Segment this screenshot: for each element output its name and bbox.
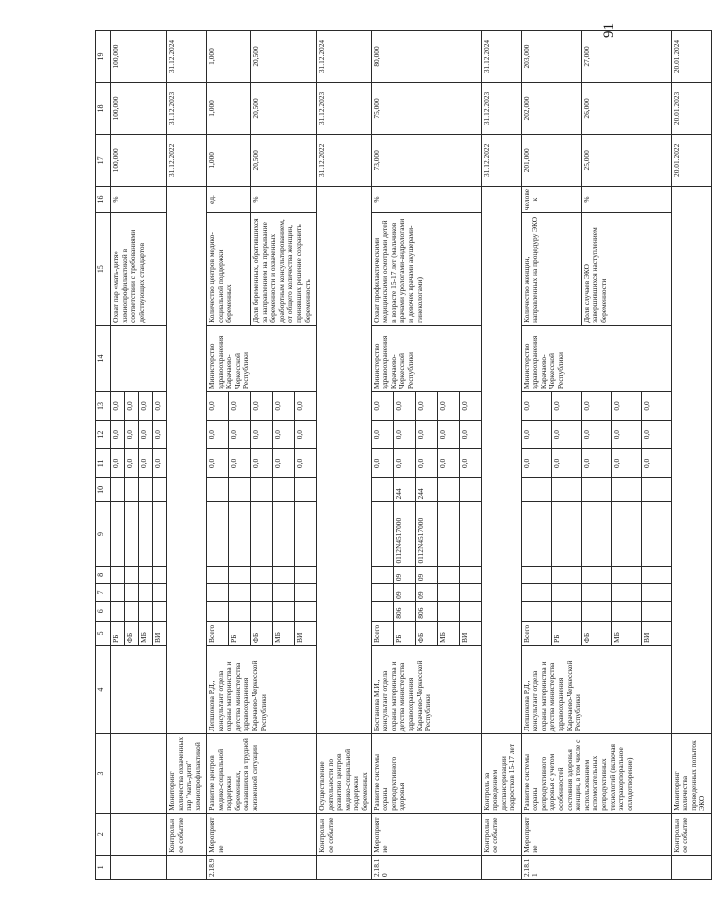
budget-cell: 09 — [393, 584, 415, 602]
budget-cell: Всего — [207, 621, 229, 645]
budget-cell: 0,0 — [125, 392, 139, 421]
empty-cell — [481, 186, 521, 734]
budget-cell — [207, 478, 229, 502]
column-number-header: 2 — [96, 813, 111, 855]
value-2022: 1,000 — [207, 134, 251, 186]
budget-cell — [371, 566, 393, 584]
activity-type: Мероприятие — [207, 813, 317, 855]
budget-cell — [207, 584, 229, 602]
column-number-header: 3 — [96, 734, 111, 813]
indicator-text: Охват профилактическими медицинскими осмотрами детей в возрасте 15-17 лет (мальчиков врачами урологами-андрологами и девочек врачами акушерами-гинекологами) — [371, 213, 481, 326]
activity-type: Мероприятие — [521, 813, 671, 855]
responsible-body: Министерство здравоохранения Карачаево-Черкесской Республики — [207, 325, 317, 391]
table-row — [111, 31, 125, 880]
budget-cell: 0,0 — [251, 449, 273, 478]
column-number-header: 7 — [96, 584, 111, 602]
budget-cell — [273, 584, 295, 602]
value-2022: 100,000 — [111, 134, 167, 186]
budget-cell: 244 — [393, 478, 415, 502]
value-2022: 73,000 — [371, 134, 481, 186]
budget-cell: 806 — [415, 601, 437, 621]
budget-cell — [207, 502, 229, 566]
budget-cell: 0,0 — [207, 392, 229, 421]
budget-cell — [153, 601, 167, 621]
budget-cell — [371, 584, 393, 602]
column-number-header: 12 — [96, 420, 111, 449]
budget-cell — [207, 566, 229, 584]
empty-cell — [111, 734, 167, 813]
budget-cell — [437, 478, 459, 502]
page-number: 91 — [601, 23, 617, 38]
budget-cell — [551, 502, 581, 566]
budget-cell — [139, 502, 153, 566]
budget-cell: 0,0 — [139, 449, 153, 478]
indicator-text: Охват пар «мать-дитя» химиопрофилактикой в соответствии с требованиями действующих стандартов — [111, 213, 167, 326]
budget-cell: 0,0 — [229, 420, 251, 449]
budget-cell: Всего — [371, 621, 393, 645]
date-2022: 31.12.2022 — [317, 134, 372, 186]
activity-type: Мероприятие — [371, 813, 481, 855]
budget-cell — [521, 584, 551, 602]
table-row — [167, 31, 207, 880]
budget-cell: 0,0 — [611, 420, 641, 449]
budget-cell: 0,0 — [207, 449, 229, 478]
budget-cell — [295, 478, 317, 502]
date-2023: 31.12.2023 — [167, 83, 207, 135]
budget-cell — [251, 478, 273, 502]
budget-cell — [459, 502, 481, 566]
value-2024: 100,000 — [111, 31, 167, 83]
activity-number: 2.18.10 — [371, 855, 481, 879]
budget-cell: 244 — [415, 478, 437, 502]
budget-cell: 0,0 — [641, 392, 671, 421]
budget-cell — [273, 566, 295, 584]
budget-cell — [581, 584, 611, 602]
budget-cell: ВИ — [641, 621, 671, 645]
column-number-header: 4 — [96, 645, 111, 733]
unit-cell: ед. — [207, 186, 251, 212]
budget-cell — [581, 601, 611, 621]
budget-cell — [125, 478, 139, 502]
budget-cell: 0,0 — [437, 392, 459, 421]
unit-cell: % — [371, 186, 481, 212]
budget-cell: ФБ — [581, 621, 611, 645]
budget-cell — [437, 601, 459, 621]
date-2022: 20.01.2022 — [671, 134, 711, 186]
budget-cell — [229, 566, 251, 584]
budget-cell — [371, 502, 393, 566]
date-2023: 31.12.2023 — [481, 83, 521, 135]
budget-cell — [139, 601, 153, 621]
budget-cell — [153, 502, 167, 566]
value-2023: 100,000 — [111, 83, 167, 135]
budget-cell — [111, 584, 125, 602]
budget-cell — [459, 601, 481, 621]
budget-cell — [551, 566, 581, 584]
budget-cell — [371, 478, 393, 502]
budget-cell: 0,0 — [437, 420, 459, 449]
value-2023: 26,000 — [581, 83, 671, 135]
activity-name: Развитие системы охраны репродуктивного здоровья с учетом особенностей состояния здоровья женщин, в том числе с использованием вспомогательных репродуктивных технологий (включая экстракорпоральное оплодотворение) — [521, 734, 671, 813]
budget-cell: 0,0 — [251, 392, 273, 421]
column-number-header: 6 — [96, 601, 111, 621]
value-2024: 27,000 — [581, 31, 671, 83]
budget-cell: 0,0 — [551, 420, 581, 449]
budget-cell — [295, 502, 317, 566]
budget-cell — [125, 502, 139, 566]
budget-cell: ВИ — [153, 621, 167, 645]
empty-cell — [111, 813, 167, 855]
budget-cell — [153, 584, 167, 602]
budget-cell: 0,0 — [153, 449, 167, 478]
activity-executor: Бостанова М.И., консультант отдела охраны материнства и детства министерства здравоохранения Карачаево-Черкесской Республики — [371, 645, 481, 733]
budget-cell: 0,0 — [371, 392, 393, 421]
budget-cell — [611, 478, 641, 502]
budget-cell: 0,0 — [551, 392, 581, 421]
budget-cell: 0,0 — [611, 392, 641, 421]
table-row — [207, 31, 229, 880]
budget-cell: 0,0 — [415, 449, 437, 478]
budget-cell: 0,0 — [437, 449, 459, 478]
budget-cell: 0,0 — [153, 420, 167, 449]
control-event-label: Контрольное событие — [167, 813, 207, 855]
budget-cell: 0,0 — [139, 420, 153, 449]
budget-cell: 0,0 — [273, 449, 295, 478]
budget-cell: МБ — [139, 621, 153, 645]
indicator-text: Доля случаев ЭКО завершившихся наступлением беременности — [581, 213, 671, 326]
budget-cell — [251, 601, 273, 621]
activity-name: Развитие центров медико-социальной поддержки беременных, оказавшихся в трудной жизненной ситуации — [207, 734, 317, 813]
budget-cell: ВИ — [459, 621, 481, 645]
program-table — [95, 30, 712, 880]
budget-cell: 0,0 — [581, 392, 611, 421]
budget-cell: 806 — [393, 601, 415, 621]
date-2024: 20.01.2024 — [671, 31, 711, 83]
activity-number: 2.18.9 — [207, 855, 317, 879]
date-2024: 31.12.2024 — [317, 31, 372, 83]
budget-cell: 09 — [393, 566, 415, 584]
budget-cell — [551, 478, 581, 502]
indicator-text: Доля беременных, обратившихся за направлением на прерывание беременности и охваченных доабортным консультированием, от общего количества женщин, принявших решение сохранить беременность — [251, 213, 317, 326]
value-2024: 80,000 — [371, 31, 481, 83]
value-2024: 20,500 — [251, 31, 317, 83]
budget-cell: 0,0 — [251, 420, 273, 449]
budget-cell — [229, 478, 251, 502]
budget-cell — [229, 584, 251, 602]
table-row — [521, 31, 551, 880]
budget-cell — [521, 601, 551, 621]
budget-cell: 0,0 — [125, 449, 139, 478]
budget-cell: 0,0 — [111, 449, 125, 478]
budget-cell — [229, 502, 251, 566]
budget-cell: 0,0 — [641, 449, 671, 478]
column-number-header: 18 — [96, 83, 111, 135]
column-number-header: 13 — [96, 392, 111, 421]
activity-executor: Лепшокова Р.Д., консультант отдела охраны материнства и детства министерства здравоохранения Карачаево-Черкесской Республики — [207, 645, 317, 733]
budget-cell: 0,0 — [551, 449, 581, 478]
column-number-header: 14 — [96, 325, 111, 391]
control-event-label: Контрольное событие — [481, 813, 521, 855]
budget-cell — [153, 566, 167, 584]
budget-cell: 0,0 — [459, 420, 481, 449]
budget-cell — [111, 478, 125, 502]
budget-cell — [273, 502, 295, 566]
budget-cell — [611, 502, 641, 566]
indicator-text: Количество центров медико-социальной поддержки беременных — [207, 213, 251, 326]
value-2023: 20,500 — [251, 83, 317, 135]
budget-cell — [521, 502, 551, 566]
unit-cell: человек — [521, 186, 581, 212]
budget-cell — [521, 478, 551, 502]
budget-cell — [611, 584, 641, 602]
indicator-text: Количество женщин, направленных на процедуру ЭКО — [521, 213, 581, 326]
budget-cell — [459, 566, 481, 584]
activity-executor: Лепшокова Р.Д., консультант отдела охраны материнства и детства министерства здравоохранения Карачаево-Черкесской Республики — [521, 645, 671, 733]
budget-cell: 0,0 — [581, 449, 611, 478]
empty-cell — [167, 855, 207, 879]
budget-cell: 0112N4517000 — [415, 502, 437, 566]
column-number-header: 1 — [96, 855, 111, 879]
budget-cell — [459, 584, 481, 602]
date-2024: 31.12.2024 — [167, 31, 207, 83]
responsible-body: Министерство здравоохранения Карачаево-Черкесской Республики — [371, 325, 481, 391]
unit-cell: % — [581, 186, 671, 212]
budget-cell: 0,0 — [521, 449, 551, 478]
budget-cell — [437, 502, 459, 566]
empty-cell — [481, 855, 521, 879]
budget-cell — [139, 584, 153, 602]
date-2023: 31.12.2023 — [317, 83, 372, 135]
table-row — [371, 31, 393, 880]
budget-cell: ФБ — [251, 621, 273, 645]
empty-cell — [317, 855, 372, 879]
value-2022: 25,000 — [581, 134, 671, 186]
empty-cell — [671, 855, 711, 879]
budget-cell: 0,0 — [415, 420, 437, 449]
budget-cell — [295, 601, 317, 621]
budget-cell: 0,0 — [521, 420, 551, 449]
budget-cell: РБ — [229, 621, 251, 645]
date-2023: 20.01.2023 — [671, 83, 711, 135]
budget-cell — [581, 566, 611, 584]
budget-cell: МБ — [273, 621, 295, 645]
budget-cell — [459, 478, 481, 502]
budget-cell: 0,0 — [393, 420, 415, 449]
budget-cell: 0,0 — [295, 392, 317, 421]
budget-cell: 0,0 — [371, 449, 393, 478]
budget-cell — [125, 566, 139, 584]
value-2022: 20,500 — [251, 134, 317, 186]
table-row — [671, 31, 711, 880]
budget-cell — [251, 502, 273, 566]
empty-cell — [167, 186, 207, 734]
date-2022: 31.12.2022 — [167, 134, 207, 186]
column-number-header: 8 — [96, 566, 111, 584]
budget-cell — [273, 601, 295, 621]
empty-cell — [111, 325, 167, 391]
empty-cell — [111, 645, 167, 733]
budget-cell: 0,0 — [139, 392, 153, 421]
value-2024: 1,000 — [207, 31, 251, 83]
budget-cell — [295, 566, 317, 584]
budget-cell — [229, 601, 251, 621]
budget-cell: 0,0 — [459, 392, 481, 421]
budget-cell — [581, 502, 611, 566]
budget-cell — [371, 601, 393, 621]
table-row — [96, 31, 111, 880]
budget-cell — [521, 566, 551, 584]
date-2022: 31.12.2022 — [481, 134, 521, 186]
column-number-header: 16 — [96, 186, 111, 212]
budget-cell: 0,0 — [273, 420, 295, 449]
budget-cell: 0,0 — [111, 392, 125, 421]
budget-cell: ФБ — [415, 621, 437, 645]
budget-cell — [111, 566, 125, 584]
budget-cell — [581, 478, 611, 502]
budget-cell: 0,0 — [295, 420, 317, 449]
budget-cell: 0,0 — [125, 420, 139, 449]
budget-cell — [641, 502, 671, 566]
budget-cell: РБ — [393, 621, 415, 645]
value-2023: 1,000 — [207, 83, 251, 135]
budget-cell — [641, 601, 671, 621]
column-number-header: 11 — [96, 449, 111, 478]
budget-cell: 0,0 — [393, 449, 415, 478]
budget-cell: 0,0 — [229, 392, 251, 421]
budget-cell: 09 — [415, 566, 437, 584]
column-number-header: 17 — [96, 134, 111, 186]
budget-cell: 0,0 — [153, 392, 167, 421]
budget-cell: РБ — [111, 621, 125, 645]
column-number-header: 15 — [96, 213, 111, 326]
empty-cell — [671, 186, 711, 734]
budget-cell: 0,0 — [641, 420, 671, 449]
budget-cell — [273, 478, 295, 502]
responsible-body: Министерство здравоохранения Карачаево-Черкесской Республики — [521, 325, 671, 391]
budget-cell — [295, 584, 317, 602]
budget-cell — [111, 601, 125, 621]
budget-cell — [153, 478, 167, 502]
budget-cell — [125, 601, 139, 621]
budget-cell: МБ — [437, 621, 459, 645]
unit-cell: % — [111, 186, 167, 212]
budget-cell: 0,0 — [207, 420, 229, 449]
column-number-header: 10 — [96, 478, 111, 502]
control-event-label: Контрольное событие — [317, 813, 372, 855]
budget-cell: 0,0 — [581, 420, 611, 449]
budget-cell — [437, 566, 459, 584]
budget-cell — [139, 566, 153, 584]
budget-cell — [207, 601, 229, 621]
control-event-label: Контрольное событие — [671, 813, 711, 855]
budget-cell — [611, 566, 641, 584]
budget-cell: МБ — [611, 621, 641, 645]
value-2022: 201,000 — [521, 134, 581, 186]
table-row — [481, 31, 521, 880]
budget-cell: Всего — [521, 621, 551, 645]
date-2024: 31.12.2024 — [481, 31, 521, 83]
budget-cell: 0,0 — [295, 449, 317, 478]
budget-cell: 0,0 — [273, 392, 295, 421]
budget-cell: 0,0 — [415, 392, 437, 421]
budget-cell — [437, 584, 459, 602]
budget-cell — [111, 502, 125, 566]
empty-cell — [111, 855, 167, 879]
budget-cell: 0,0 — [521, 392, 551, 421]
budget-cell: РБ — [551, 621, 581, 645]
activity-number: 2.18.11 — [521, 855, 671, 879]
budget-cell — [125, 584, 139, 602]
value-2023: 75,000 — [371, 83, 481, 135]
budget-cell — [641, 566, 671, 584]
budget-cell: 0,0 — [459, 449, 481, 478]
budget-cell — [641, 584, 671, 602]
control-event-text: Мониторинг количества проведенных попыток ЭКО — [671, 734, 711, 813]
budget-cell: 0,0 — [371, 420, 393, 449]
empty-cell — [317, 186, 372, 734]
control-event-text: Контроль за проведением диспансеризации подростков 15-17 лет — [481, 734, 521, 813]
budget-cell: 0,0 — [393, 392, 415, 421]
budget-cell — [551, 584, 581, 602]
budget-cell: 09 — [415, 584, 437, 602]
budget-cell — [139, 478, 153, 502]
budget-cell — [611, 601, 641, 621]
budget-cell: 0,0 — [111, 420, 125, 449]
column-number-header: 19 — [96, 31, 111, 83]
value-2023: 202,000 — [521, 83, 581, 135]
activity-name: Развитие системы охраны репродуктивного здоровья — [371, 734, 481, 813]
rotated-table-sheet — [95, 30, 707, 880]
column-number-header: 5 — [96, 621, 111, 645]
budget-cell: ВИ — [295, 621, 317, 645]
budget-cell — [251, 584, 273, 602]
budget-cell: ФБ — [125, 621, 139, 645]
column-number-header: 9 — [96, 502, 111, 566]
control-event-text: Осуществление деятельности по развитию центров медико-социальной поддержки беременных — [317, 734, 372, 813]
value-2024: 203,000 — [521, 31, 581, 83]
budget-cell — [551, 601, 581, 621]
table-row — [317, 31, 372, 880]
control-event-text: Мониторинг количества охваченных пар "мать-дитя" химиопрофилактикой — [167, 734, 207, 813]
budget-cell: 0,0 — [611, 449, 641, 478]
budget-cell — [251, 566, 273, 584]
unit-cell: % — [251, 186, 317, 212]
budget-cell: 0,0 — [229, 449, 251, 478]
budget-cell: 0112N4517000 — [393, 502, 415, 566]
budget-cell — [641, 478, 671, 502]
